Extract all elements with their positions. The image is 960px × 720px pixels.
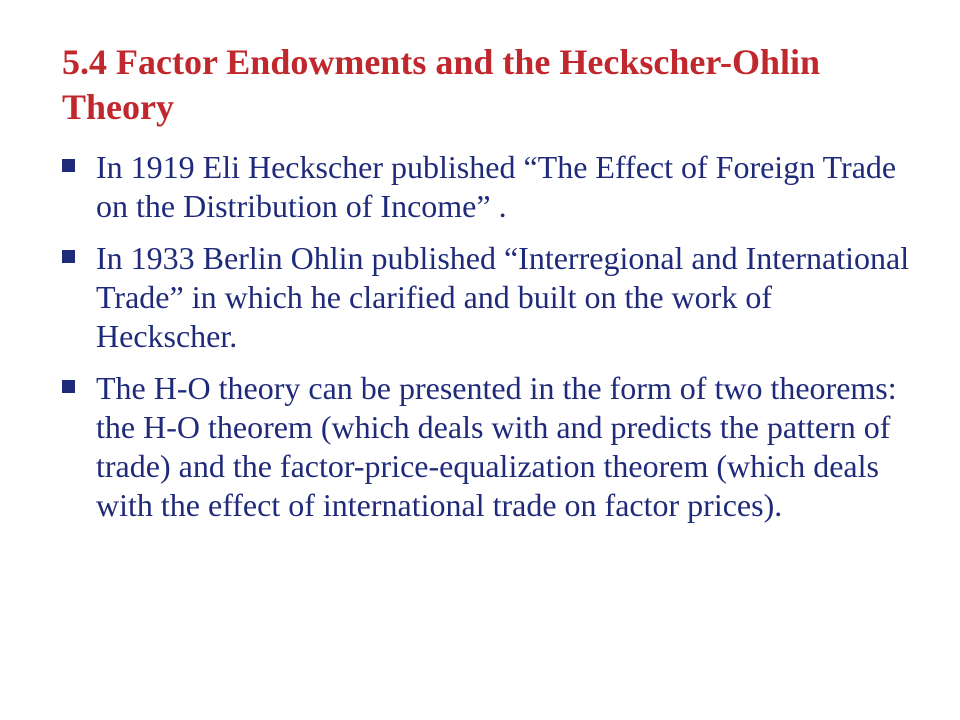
bullet-text-heckscher: In 1919 Eli Heckscher published “The Effect of Foreign Trade on the Distribution of Income” .: [96, 149, 897, 224]
bullet-list: [62, 148, 912, 538]
bullet-item-ohlin: [62, 239, 912, 356]
bullet-item-heckscher: [62, 148, 912, 226]
bullet-text-theorems: The H-O theory can be presented in the form of two theorems: the H-O theorem (which deals with and predicts the pattern of trade) and the factor-price-equalization theorem (which deals with the effect of international trade on factor prices).: [96, 370, 897, 523]
square-bullet-icon: [62, 159, 75, 172]
bullet-item-theorems: [62, 369, 912, 525]
square-bullet-icon: [62, 250, 75, 263]
bullet-text-ohlin: In 1933 Berlin Ohlin published “Interregional and International Trade” in which he clarified and built on the work of Heckscher.: [96, 240, 910, 354]
slide-title: 5.4 Factor Endowments and the Heckscher-Ohlin Theory: [62, 42, 821, 127]
square-bullet-icon: [62, 380, 75, 393]
